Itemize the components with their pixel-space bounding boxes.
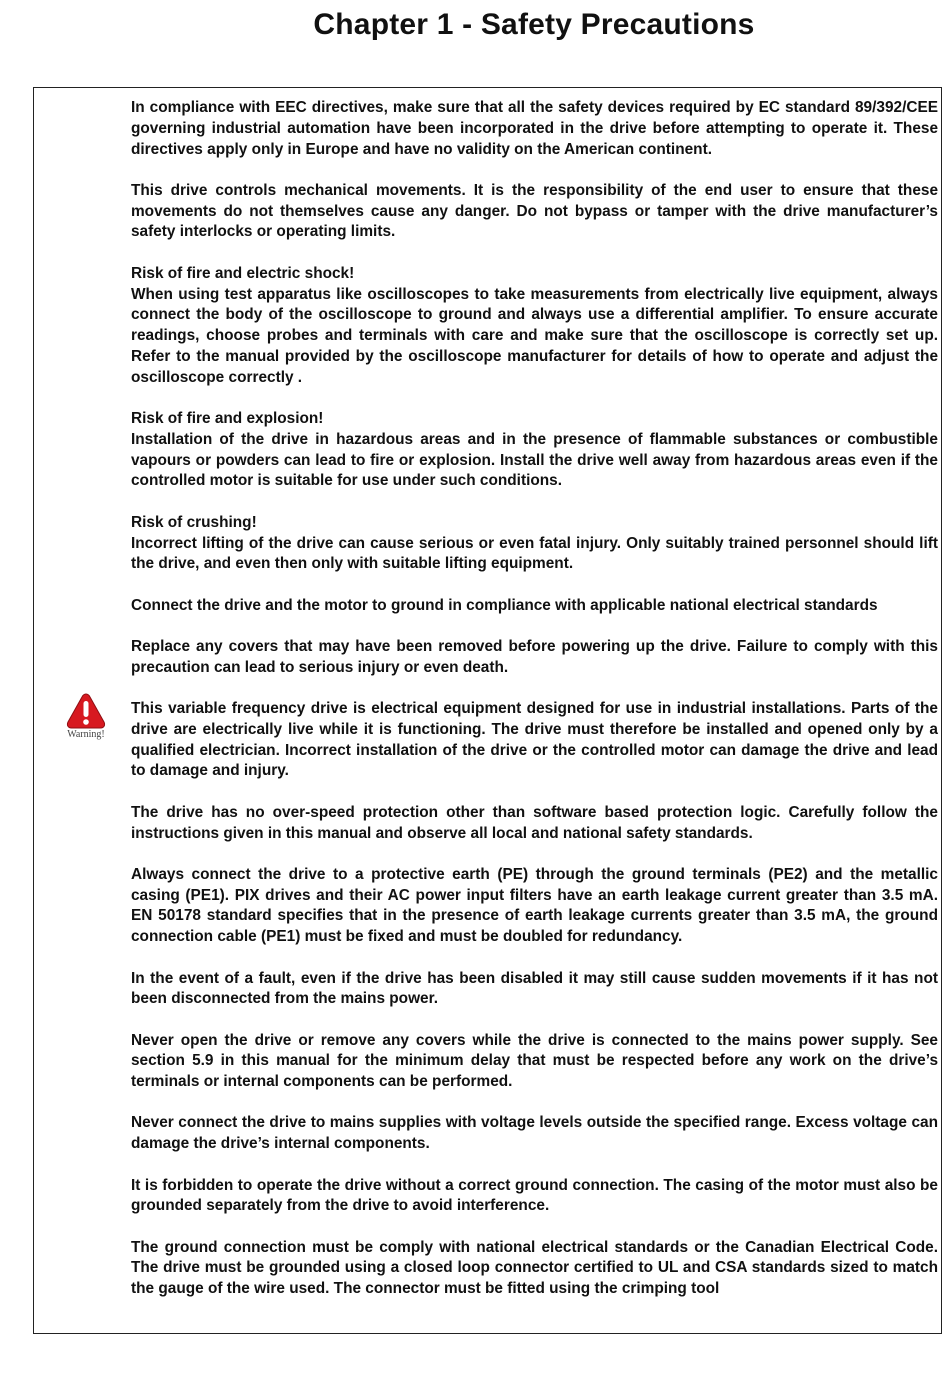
paragraph-text: Incorrect lifting of the drive can cause serious or even fatal injury. Only suitably trained personnel should lift the drive, and even then only with suitable lifting equipment. (131, 534, 938, 573)
safety-paragraph-electrical-code (131, 1238, 938, 1300)
paragraph-text: Always connect the drive to a protective earth (PE) through the ground terminals (PE2) and the metallic casing (PE1). PIX drives and their AC power input filters have an earth leakage current greater than 3.5 mA. EN 50178 standard specifies that in the presence of earth leakage currents greater than 3.5 mA, the ground connection cable (PE1) must be fixed and must be doubled for redundancy. (131, 865, 938, 946)
safety-paragraph-covers-while-powered (131, 1031, 938, 1093)
paragraph-text: This drive controls mechanical movements. It is the responsibility of the end user to ensure that these movements do not themselves cause any danger. Do not bypass or tamper with the drive manufacturer’s safety interlocks or operating limits. (131, 181, 938, 241)
paragraph-text: The drive has no over-speed protection other than software based protection logic. Carefully follow the instructions given in this manual and observe all local and national safety standards. (131, 803, 938, 842)
paragraph-text: It is forbidden to operate the drive without a correct ground connection. The casing of the motor must also be grounded separately from the drive to avoid interference. (131, 1176, 938, 1215)
paragraph-text: Never open the drive or remove any covers while the drive is connected to the mains power supply. See section 5.9 in this manual for the minimum delay that must be respected before any work on the drive’s terminals or internal components can be performed. (131, 1031, 938, 1091)
safety-paragraph-crushing (131, 513, 938, 575)
paragraph-text: Connect the drive and the motor to ground in compliance with applicable national electrical standards (131, 596, 878, 614)
paragraph-text: This variable frequency drive is electrical equipment designed for use in industrial installations. Parts of the drive are electrically live while it is functioning. The drive must therefore be installed and opened only by a qualified electrician. Incorrect installation of the drive or the controlled motor can damage the drive and lead to damage and injury. (131, 700, 938, 780)
page-title: Chapter 1 - Safety Precautions (313, 8, 755, 41)
paragraph-text: When using test apparatus like oscilloscopes to take measurements from electrically live equipment, always connect the body of the oscilloscope to ground and always use a differential amplifier. To ensure accurate readings, choose probes and terminals with care and make sure that the oscilloscope is correctly set up. Refer to the manual provided by the oscilloscope manufacturer for details of how to operate and adjust the oscilloscope correctly . (131, 285, 938, 386)
safety-paragraph-ground-connection (131, 1176, 938, 1218)
safety-paragraph-electric-shock (131, 264, 938, 389)
paragraph-text: In the event of a fault, even if the drive has been disabled it may still cause sudden movements if it has not been disconnected from the mains power. (131, 969, 938, 1008)
safety-paragraph-mechanical-movements (131, 181, 938, 243)
paragraph-heading: Risk of fire and electric shock! (131, 264, 355, 282)
paragraph-text: Never connect the drive to mains supplies with voltage levels outside the specified range. Excess voltage can damage the drive’s internal components. (131, 1114, 938, 1153)
paragraph-text: In compliance with EEC directives, make sure that all the safety devices required by EC standard 89/392/CEE governing industrial automation have been incorporated in the drive before attempting to operate it. These directives apply only in Europe and have no validity on the American continent. (131, 99, 938, 158)
safety-paragraph-fault-movements (131, 969, 938, 1011)
paragraph-text: Replace any covers that may have been removed before powering up the drive. Failure to comply with this precaution can lead to serious injury or even death. (131, 637, 938, 676)
safety-text-column (131, 98, 938, 1321)
paragraph-heading: Risk of crushing! (131, 513, 257, 531)
paragraph-text: Installation of the drive in hazardous areas and in the presence of flammable substances or combustible vapours or powders can lead to fire or explosion. Install the drive well away from hazardous areas even if the controlled motor is suitable for use under such conditions. (131, 430, 938, 490)
safety-paragraph-voltage-range (131, 1113, 938, 1155)
paragraph-heading: Risk of fire and explosion! (131, 410, 324, 428)
safety-paragraph-grounding (131, 596, 938, 617)
safety-paragraph-covers (131, 637, 938, 679)
safety-paragraph-eec-compliance (131, 98, 938, 160)
warning-triangle-graphic (62, 692, 110, 730)
warning-icon-label: Warning! (67, 729, 105, 740)
safety-paragraph-explosion (131, 409, 938, 492)
warning-icon (62, 692, 110, 740)
safety-paragraph-overspeed (131, 803, 938, 845)
safety-warning-box (33, 87, 942, 1334)
safety-paragraph-qualified-electrician (131, 699, 938, 782)
safety-paragraph-protective-earth (131, 865, 938, 948)
paragraph-text: The ground connection must be comply with national electrical standards or the Canadian Electrical Code. The drive must be grounded using a closed loop connector certified to UL and CSA standards sized to match the gauge of the wire used. The connector must be fitted using the crimping tool (131, 1238, 938, 1298)
